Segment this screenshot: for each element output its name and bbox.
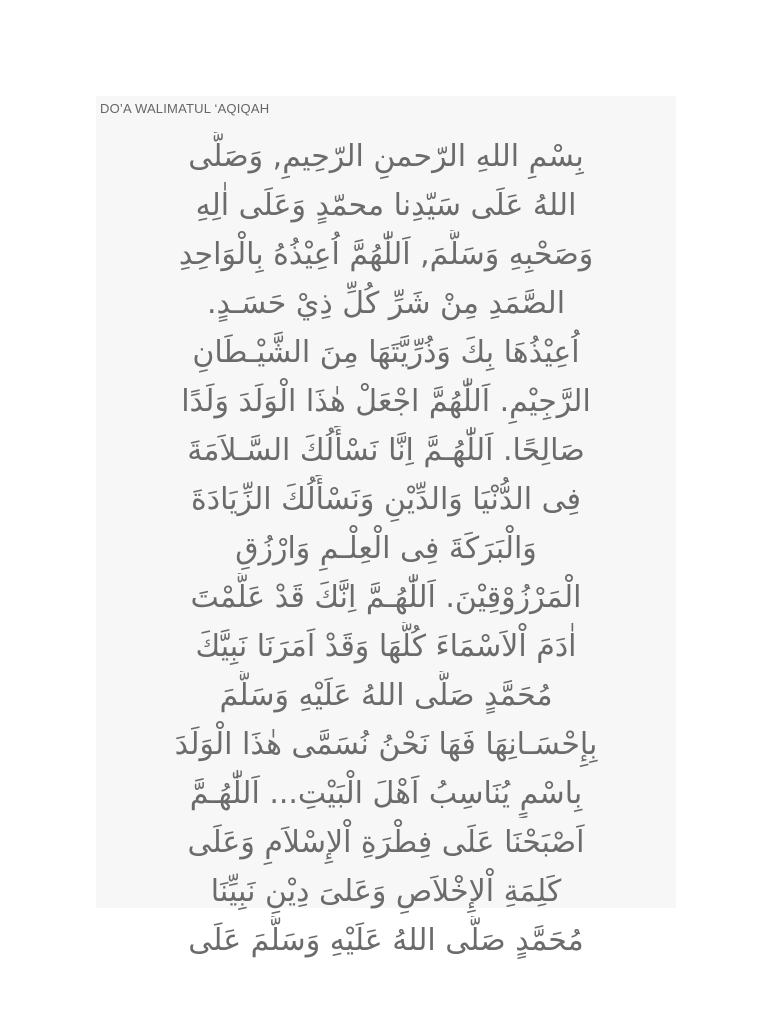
prayer-line: اُعِيْذُهَا بِكَ وَذُرِّيَّتَهَا مِنَ الشَّيْـطَانِ — [192, 335, 580, 370]
prayer-line: بِاسْمٍ يُنَاسِبُ اَهْلَ الْبَيْتِ... اَللّٰهُـمَّ — [189, 776, 583, 811]
prayer-line: فِى الدُّنْيَا وَالدِّيْنِ وَنَسْأَلُكَ الزِّيَادَةَ — [191, 482, 581, 517]
prayer-line: وَالْبَرَكَةَ فِى الْعِلْـمِ وَارْزُقِ — [235, 531, 537, 566]
prayer-line: الصَّمَدِ مِنْ شَرِّ كُلِّ ذِيْ حَسَـدٍ. — [206, 286, 566, 321]
document-title: DO’A WALIMATUL ‘AQIQAH — [100, 101, 270, 116]
prayer-line: الرَّجِيْمِ. اَللّٰهُمَّ اجْعَلْ هٰذَا الْوَلَدَ وَلَدًا — [181, 384, 591, 419]
prayer-line: وَصَحْبِهِ وَسَلَّمَ, اَللّٰهُمَّ اُعِيْذُهُ بِالْوَاحِدِ — [178, 237, 594, 272]
prayer-line: بِإِحْسَـانِهَا فَهَا نَحْنُ نُسَمَّى هٰذَا الْوَلَدَ — [174, 727, 598, 762]
prayer-line: اَصْبَحْنَا عَلَى فِطْرَةِ اْلإِسْلاَمِ وَعَلَى — [187, 825, 585, 860]
prayer-line: مُحَمَّدٍ صَلَّى اللهُ عَلَيْهِ وَسَلَّمَ عَلَى — [188, 923, 584, 958]
prayer-line: كَلِمَةِ اْلإِخْلاَصِ وَعَلىَ دِيْنِ نَبِيِّنَا — [210, 874, 562, 909]
prayer-line: الْمَرْزُوْقِيْنَ. اَللّٰهُـمَّ اِنَّكَ قَدْ عَلَّمْتَ — [190, 580, 582, 615]
prayer-line: اٰدَمَ اْلاَسْمَاءَ كُلَّهَا وَقَدْ اَمَرَنَا نَبِيَّكَ — [195, 629, 577, 664]
prayer-line: صَالِحًا. اَللّٰهُـمَّ اِنَّا نَسْأَلُكَ السَّـلاَمَةَ — [187, 433, 585, 468]
prayer-line: اللهُ عَلَى سَيّدِنا محمّدٍ وَعَلَى اٰلِهِ — [195, 188, 577, 223]
prayer-line: بِسْمِ اللهِ الرّحمنِ الرّحِيمِ, وَصَلَّى — [188, 139, 584, 174]
prayer-text — [100, 132, 672, 965]
prayer-line: مُحَمَّدٍ صَلَّى اللهُ عَلَيْهِ وَسَلَّمَ — [219, 678, 553, 713]
